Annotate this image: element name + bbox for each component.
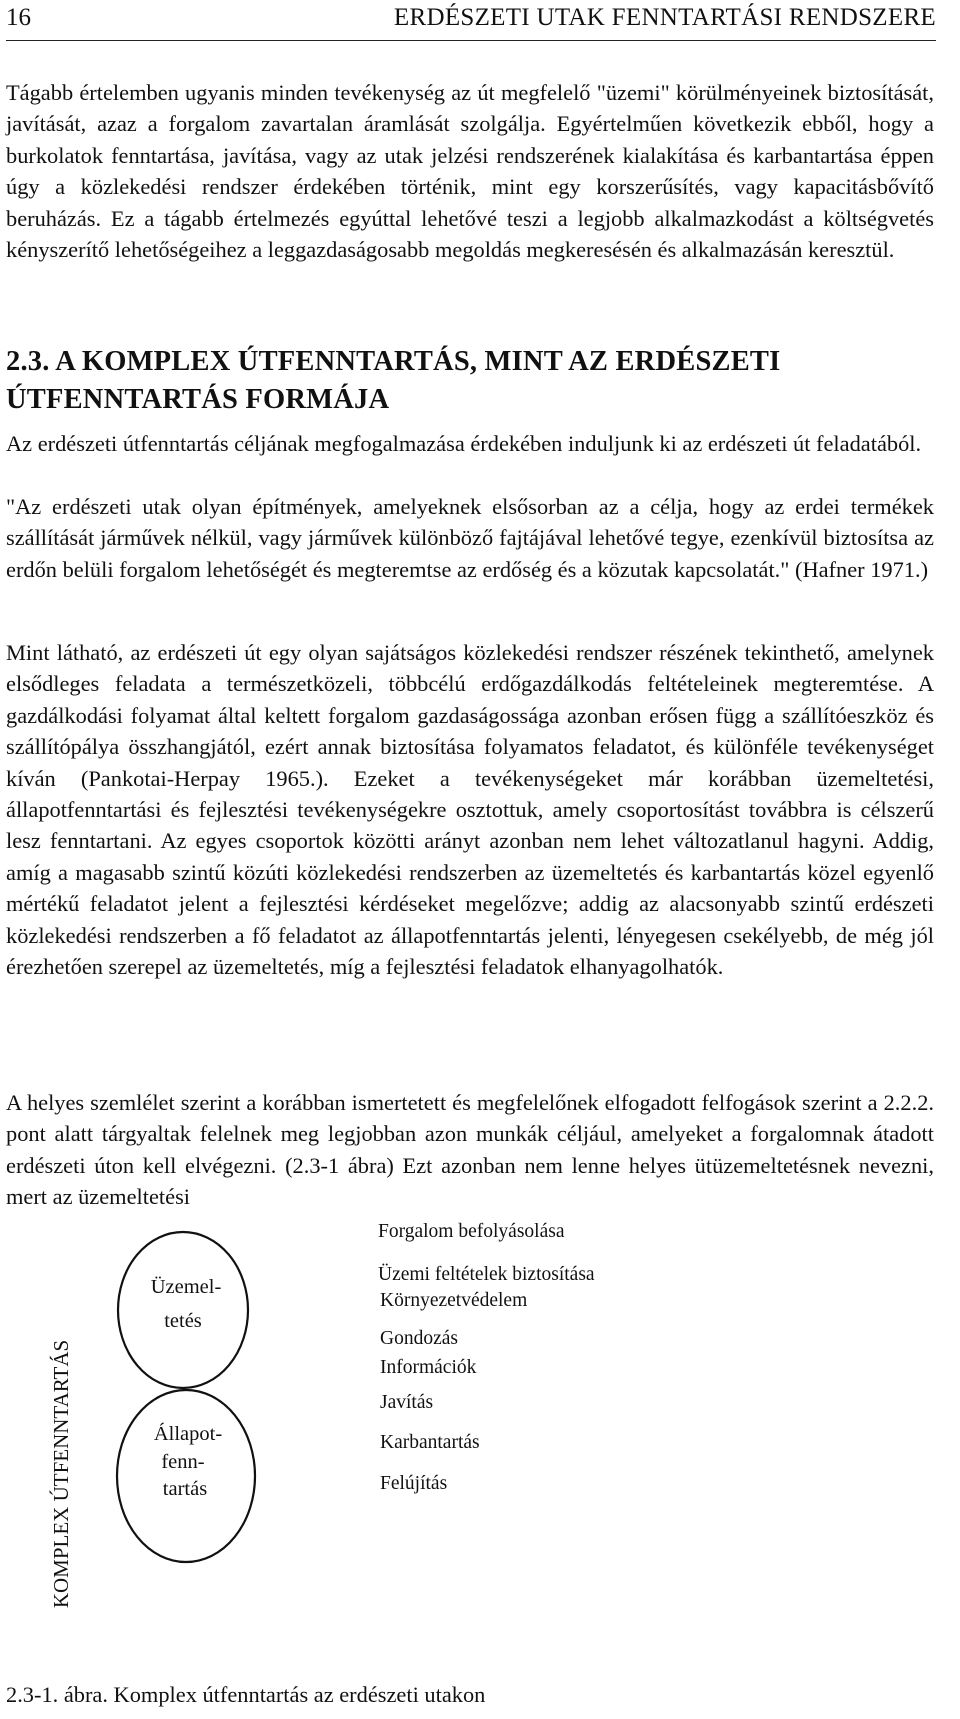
- figure-vertical-label: KOMPLEX ÚTFENNTARTÁS: [49, 1339, 73, 1609]
- paragraph-2-block: [6, 428, 934, 459]
- paragraph-2: Az erdészeti útfenntartás céljának megfogalmazása érdekében induljunk ki az erdészeti út feladatából.: [6, 431, 922, 456]
- item-information: Információk: [380, 1357, 477, 1378]
- paragraph-1-block: [6, 77, 934, 265]
- item-upkeep: Karbantartás: [380, 1432, 480, 1453]
- page-number: 16: [6, 4, 31, 31]
- circle-condition-line-2: fenn-: [161, 1451, 205, 1473]
- item-traffic-control: Forgalom befolyásolása: [378, 1221, 565, 1242]
- paragraph-4: Mint látható, az erdészeti út egy olyan sajátságos közlekedési rendszer részének tekinthető, amelynek elsődleges feladata a természetközeli, többcélú erdőgazdálkodás feltételeinek megteremtése. A gazdálkodási folyamat által keltett forgalom gazdaságossága azonban erősen függ a szállítóeszköz és szállítópálya összhangjától, ezért annak biztosítása folyamatos feladatot, és különféle tevékenységet kíván (Pankotai-Herpay 1965.). Ezeket a tevékenységeket már korábban üzemeltetési, állapotfenntartási és fejlesztési tevékenységekre osztottuk, amely csoportosítást továbbra is célszerű lesz fenntartani. Az egyes csoportok közötti arányt azonban nem lehet változatlanul hagyni. Addig, amíg a magasabb szintű közúti közlekedési rendszerben az üzemeltetés és karbantartás közel egyenlő mértékű feladatot jelent a fejlesztési kérdéseket megelőzve; addig az alacsonyabb szintű erdészeti közlekedési rendszerben a fő feladatot az állapotfenntartás jelenti, lényegesen csekélyebb, de még jól érezhetően szerepel az üzemeltetés, míg a fejlesztési feladatok elhanyagolhatók.: [6, 640, 934, 980]
- circle-operation-line-2: tetés: [164, 1310, 202, 1332]
- figure-caption: 2.3-1. ábra. Komplex útfenntartás az erdészeti utakon: [6, 1682, 486, 1707]
- running-header: [6, 0, 936, 41]
- item-environment-protection: Környezetvédelem: [380, 1290, 528, 1311]
- paragraph-1: Tágabb értelemben ugyanis minden tevékenység az út megfelelő "üzemi" körülményeinek biztosítását, javítását, azaz a forgalom zavartalan áramlását szolgálja. Egyértelműen következik ebből, hogy a burkolatok fenntartása, javítása, vagy az utak jelzési rendszerének kialakítása és karbantartása éppen úgy a közlekedési rendszer érdekében történik, mint egy korszerűsítés, vagy kapacitásbővítő beruházás. Ez a tágabb értelmezés egyúttal lehetővé teszi a legjobb alkalmazkodást a költségvetés kényszerítő lehetőségeihez a leggazdaságosabb megoldás megkeresésén és alkalmazásán keresztül.: [6, 80, 934, 263]
- paragraph-4-block: [6, 637, 934, 982]
- item-operating-conditions: Üzemi feltételek biztosítása: [378, 1264, 595, 1285]
- section-heading: 2.3. A KOMPLEX ÚTFENNTARTÁS, MINT AZ ERDÉSZETI ÚTFENNTARTÁS FORMÁJA: [6, 346, 781, 415]
- item-repair: Javítás: [380, 1392, 434, 1413]
- circle-condition-line-3: tartás: [162, 1478, 208, 1500]
- item-renewal: Felújítás: [380, 1473, 448, 1494]
- section-heading-block: [6, 343, 934, 419]
- paragraph-5-block: [6, 1087, 934, 1213]
- paragraph-3-block: [6, 491, 934, 585]
- circle-operation-line-1: Üzemel-: [150, 1276, 222, 1298]
- paragraph-3: "Az erdészeti utak olyan építmények, amelyeknek elsősorban az a célja, hogy az erdei termékek szállítását járművek nélkül, vagy járművek különböző fajtájával lehetővé tegye, ezenkívül biztosítsa az erdőn belüli forgalom lehetőségét és megteremtse az erdőség és a közutak kapcsolatát." (Hafner 1971.): [6, 494, 934, 582]
- item-care: Gondozás: [380, 1328, 458, 1349]
- figure-complex-maintenance: [0, 1212, 960, 1682]
- running-title: ERDÉSZETI UTAK FENNTARTÁSI RENDSZERE: [393, 4, 936, 31]
- circle-condition-line-1: Állapot-: [153, 1423, 223, 1445]
- paragraph-5: A helyes szemlélet szerint a korábban ismertetett és megfelelőnek elfogadott felfogások szerint a 2.2.2. pont alatt tárgyaltak felelnek meg legjobban azon munkák céljául, amelyeket a forgalomnak átadott erdészeti úton kell elvégezni. (2.3-1 ábra) Ezt azonban nem lenne helyes ütüzemeltetésnek nevezni, mert az üzemeltetési: [6, 1090, 934, 1210]
- circle-condition-maintenance: [117, 1390, 255, 1562]
